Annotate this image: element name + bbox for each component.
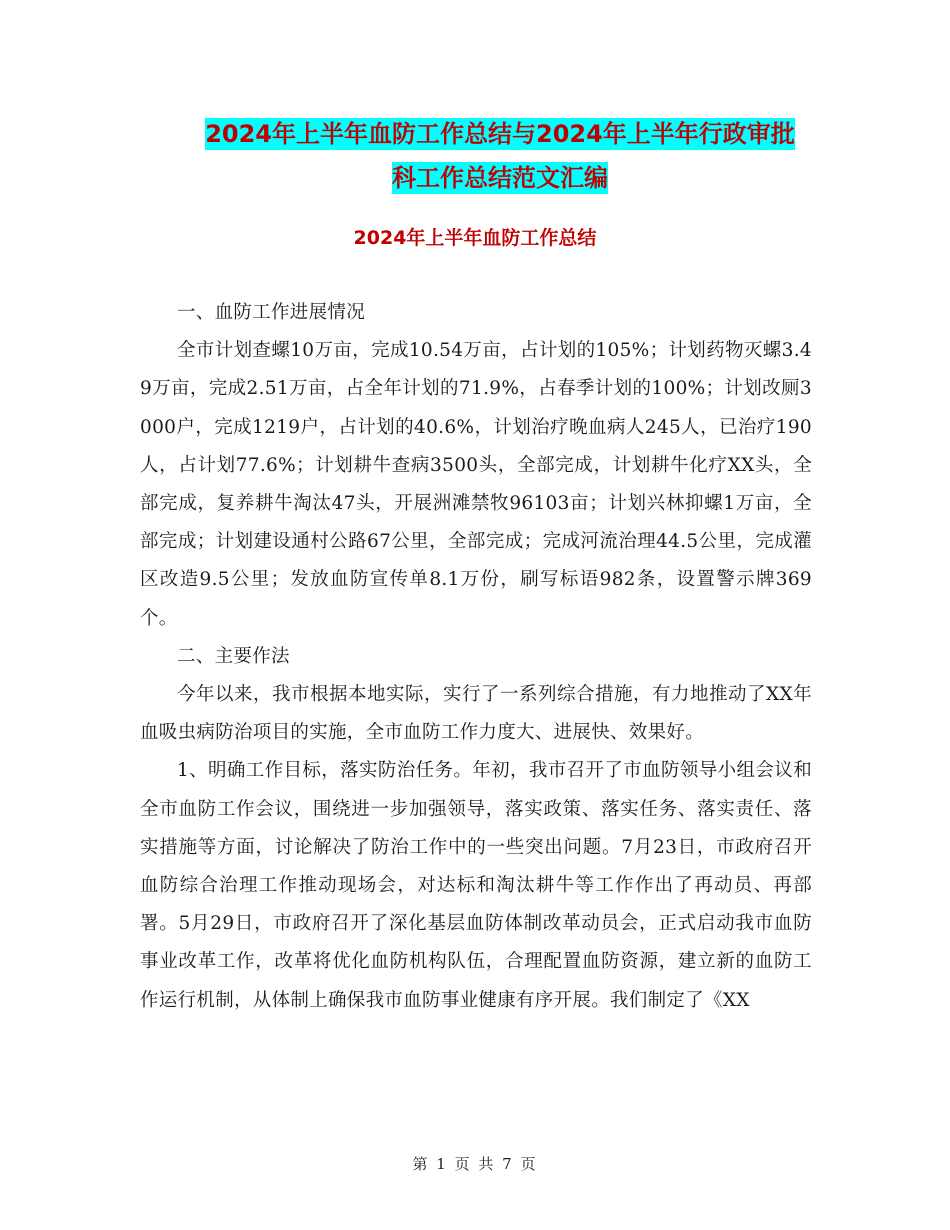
paragraph-practices-intro: 今年以来，我市根据本地实际，实行了一系列综合措施，有力地推动了XX年血吸虫病防治项目的实施，全市血防工作力度大、进展快、效果好。 [140,684,812,744]
document-title-line-2: 科工作总结范文汇编 [392,164,608,192]
paragraph-progress-details: 全市计划查螺10万亩，完成10.54万亩，占计划的105%；计划药物灭螺3.49万亩，完成2.51万亩，占全年计划的71.9%，占春季计划的100%；计划改厕3000户，完成1219户，占计划的40.6%，计划治疗晚血病人245人，已治疗190人，占计划77.6%；计划耕牛查病3500头，全部完成，计划耕牛化疗XX头，全部完成，复养耕牛淘汰47头，开展洲滩禁牧96103亩；计划兴林抑螺1万亩，全部完成；计划建设通村公路67公里，全部完成；完成河流治理44.5公里，完成灌区改造9.5公里；发放血防宣传单8.1万份，刷写标语982条，设置警示牌369个。 [140,340,812,629]
document-body [140,294,812,1020]
page-number-footer: 第 1 页 共 7 页 [412,1155,538,1173]
section-title: 2024年上半年血防工作总结 [353,227,597,249]
heading-progress: 一、血防工作进展情况 [177,302,366,323]
heading-main-practices: 二、主要作法 [177,645,290,667]
paragraph-targets-tasks: 1、明确工作目标，落实防治任务。年初，我市召开了市血防领导小组会议和全市血防工作会议，围绕进一步加强领导，落实政策、落实任务、落实责任、落实措施等方面，讨论解决了防治工作中的一些突出问题。7月23日，市政府召开血防综合治理工作推动现场会，对达标和淘汰耕牛等工作作出了再动员、再部署。5月29日，市政府召开了深化基层血防体制改革动员会，正式启动我市血防事业改革工作，改革将优化血防机构队伍，合理配置血防资源，建立新的血防工作运行机制，从体制上确保我市血防事业健康有序开展。我们制定了《XX [140,760,812,1011]
document-title-line-1: 2024年上半年血防工作总结与2024年上半年行政审批 [205,120,795,148]
document-title [140,112,860,200]
